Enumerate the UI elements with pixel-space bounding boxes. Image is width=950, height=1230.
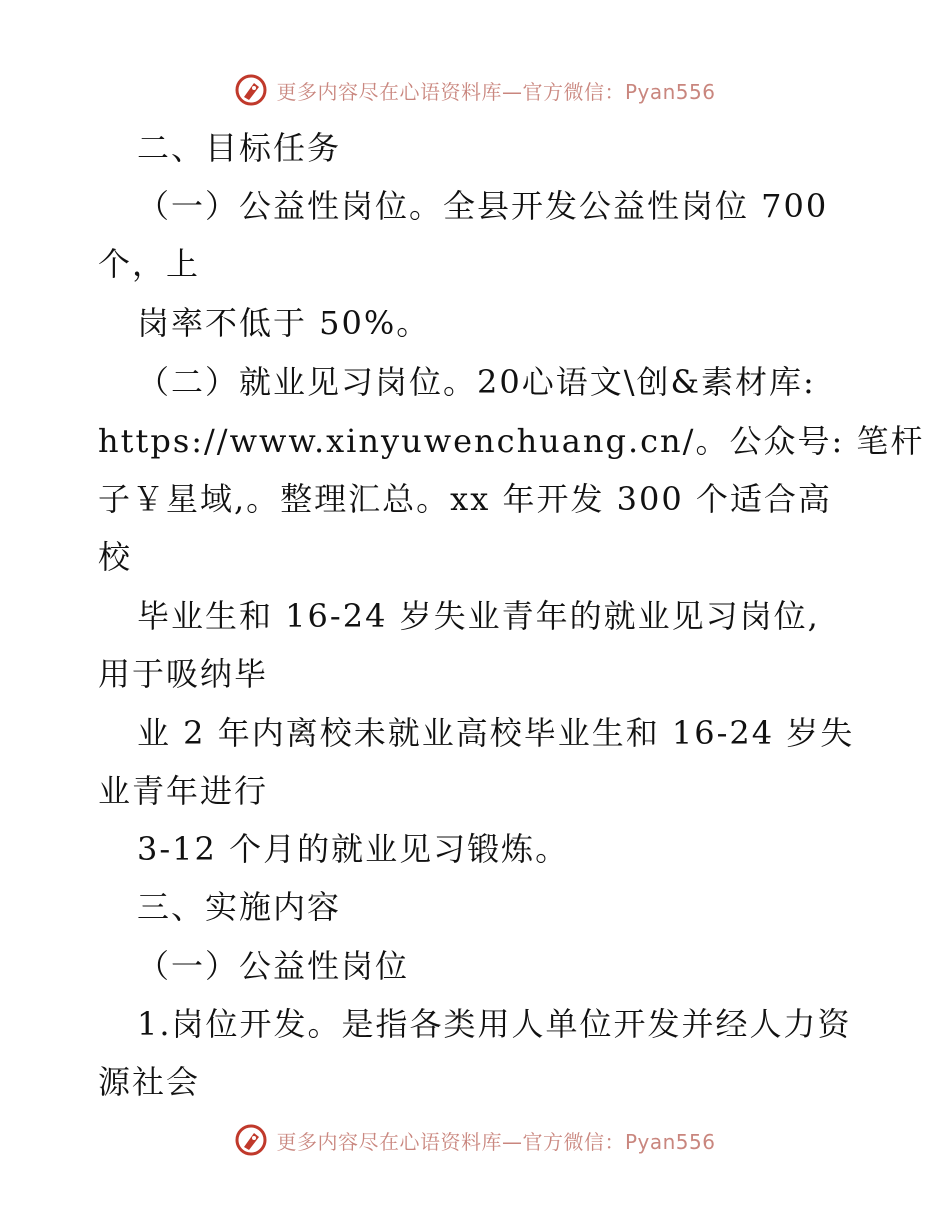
section-heading: 三、实施内容 bbox=[137, 888, 342, 926]
footer-banner bbox=[0, 1120, 950, 1160]
paragraph-line: 1.岗位开发。是指各类用人单位开发并经人力资 bbox=[137, 1005, 852, 1043]
paragraph-line: https://www.xinyuwenchuang.cn/。公众号: 笔杆 bbox=[98, 422, 925, 460]
paragraph-line: （一）公益性岗位。全县开发公益性岗位 700 bbox=[137, 187, 829, 225]
paragraph-line: 校 bbox=[98, 538, 133, 576]
paragraph-line: 源社会 bbox=[98, 1063, 201, 1101]
paragraph-line: 3-12 个月的就业见习锻炼。 bbox=[137, 830, 570, 868]
paragraph-line: （二）就业见习岗位。20心语文\创&素材库: bbox=[137, 363, 816, 401]
header-banner-text: 更多内容尽在心语资料库—官方微信：Pyan556 bbox=[276, 79, 716, 104]
header-banner bbox=[0, 70, 950, 110]
pen-nib-seal-icon bbox=[234, 73, 268, 107]
paragraph-line: 业 2 年内离校未就业高校毕业生和 16-24 岁失 bbox=[137, 714, 855, 752]
paragraph-line: 用于吸纳毕 bbox=[98, 655, 269, 693]
paragraph-line: 岗率不低于 50%。 bbox=[137, 304, 431, 342]
paragraph-line: 业青年进行 bbox=[98, 772, 269, 810]
paragraph-line: 子￥星域,。整理汇总。xx 年开发 300 个适合高 bbox=[98, 480, 832, 518]
pen-nib-seal-icon bbox=[234, 1123, 268, 1157]
subsection-heading: （一）公益性岗位 bbox=[137, 947, 410, 985]
section-heading: 二、目标任务 bbox=[137, 129, 342, 167]
paragraph-line: 个，上 bbox=[98, 245, 201, 283]
paragraph-line: 毕业生和 16-24 岁失业青年的就业见习岗位, bbox=[137, 597, 820, 635]
footer-banner-text: 更多内容尽在心语资料库—官方微信：Pyan556 bbox=[276, 1129, 716, 1154]
